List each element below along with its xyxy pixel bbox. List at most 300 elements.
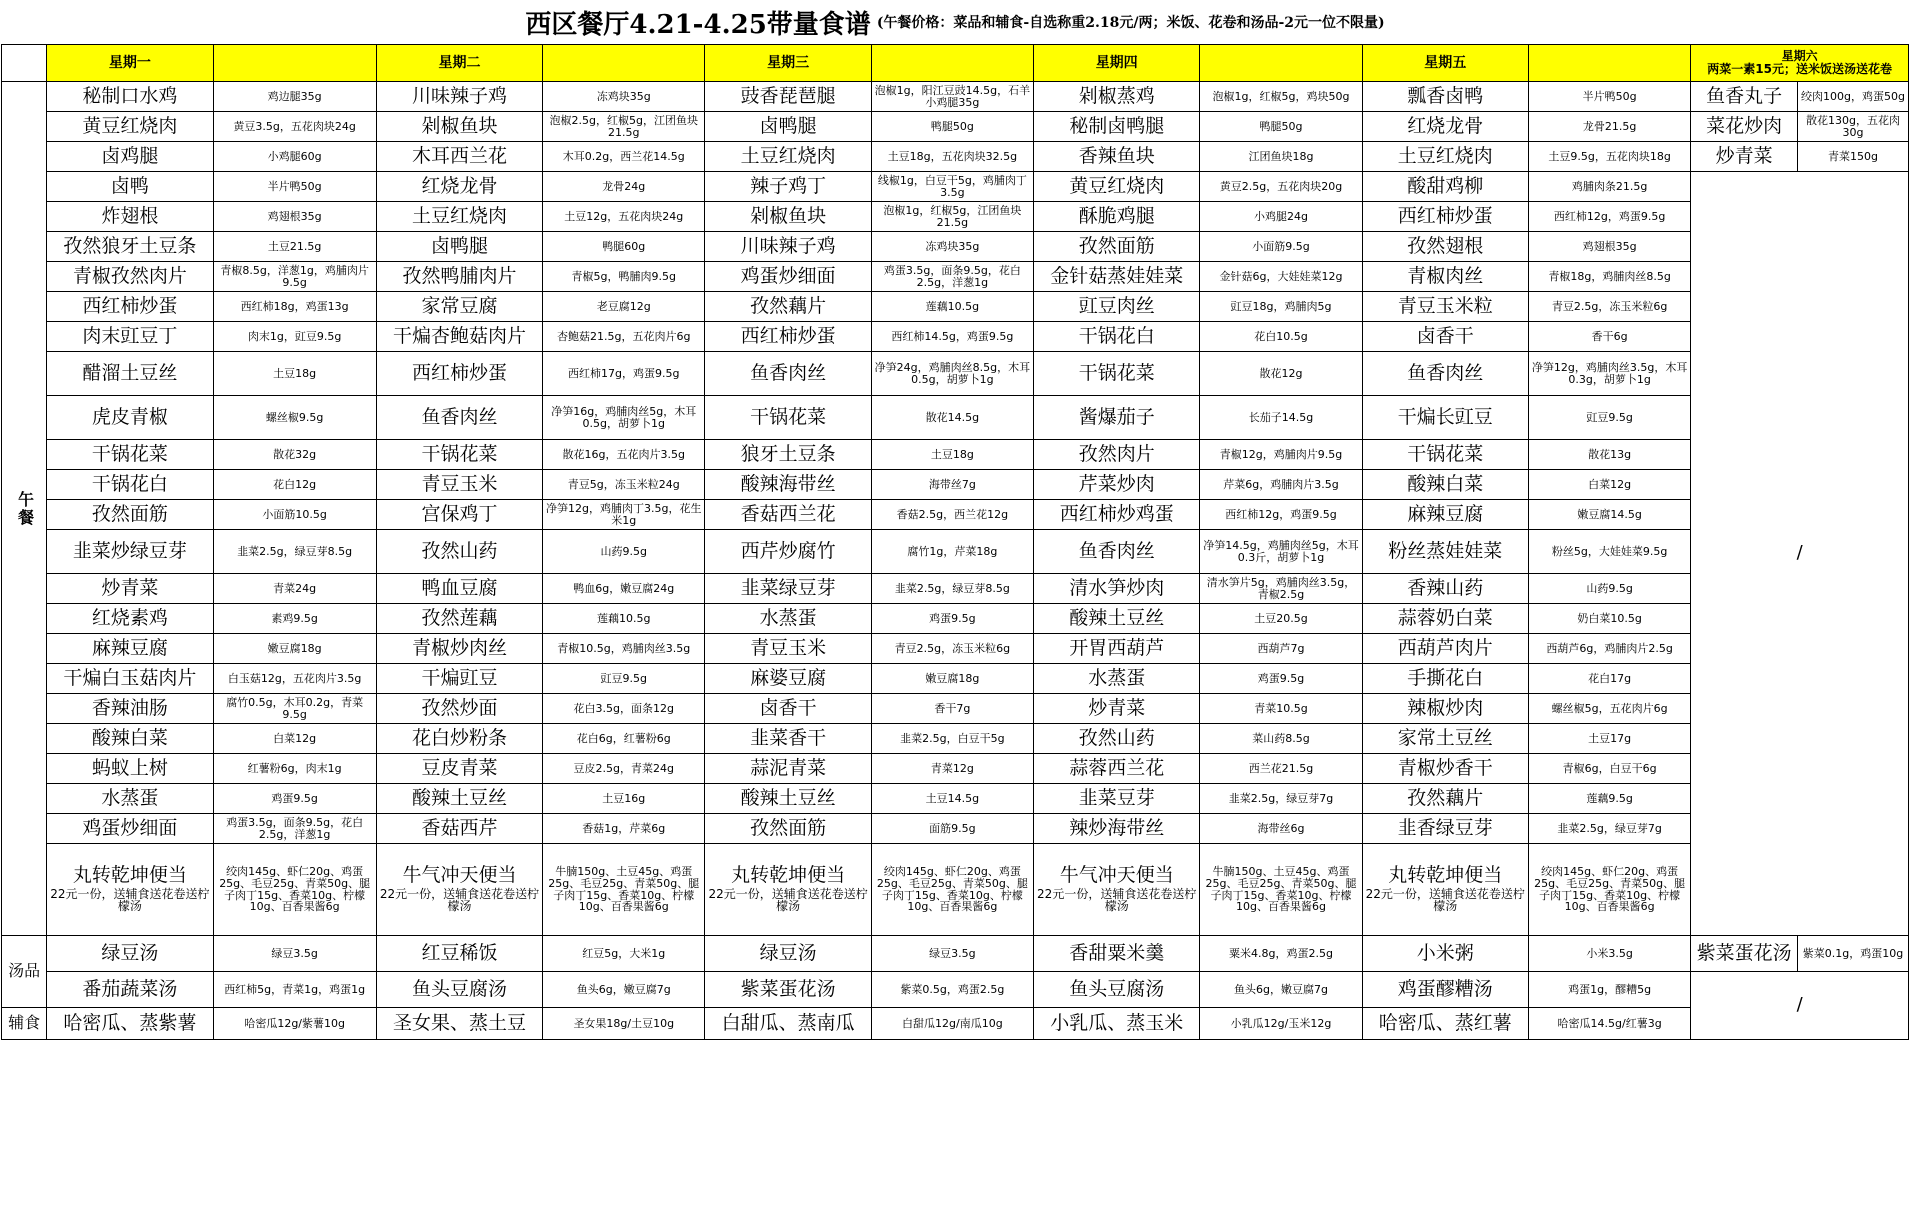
dish-ingredients: 黄豆2.5g，五花肉块20g (1200, 172, 1362, 202)
soup-name: 鱼头豆腐汤 (376, 972, 542, 1008)
dish-ingredients: 小鸡腿60g (213, 142, 376, 172)
dish-ingredients: 小面筋10.5g (213, 500, 376, 530)
side-ingredients: 哈密瓜14.5g/红薯3g (1528, 1008, 1690, 1040)
dish-name: 卤香干 (1362, 322, 1528, 352)
dish-ingredients: 韭菜2.5g，绿豆芽8.5g (213, 530, 376, 574)
combo-row (2, 844, 1909, 936)
bento-cell (705, 844, 871, 936)
dish-ingredients: 金针菇6g，大娃娃菜12g (1200, 262, 1362, 292)
lunch-row (2, 724, 1909, 754)
dish-ingredients: 花白6g，红薯粉6g (543, 724, 705, 754)
dish-name: 卤鸭 (47, 172, 213, 202)
dish-name: 酸辣白菜 (1362, 470, 1528, 500)
dish-ingredients: 肉末1g，豇豆9.5g (213, 322, 376, 352)
dish-name: 孜然炒面 (376, 694, 542, 724)
dish-ingredients: 冻鸡块35g (543, 82, 705, 112)
bento-name: 丸转乾坤便当 (731, 863, 846, 886)
lunch-row (2, 292, 1909, 322)
dish-ingredients: 杏鲍菇21.5g，五花肉片6g (543, 322, 705, 352)
section-label-soup: 汤品 (2, 936, 47, 1008)
dish-ingredients: 香菇1g，芹菜6g (543, 814, 705, 844)
dish-ingredients: 半片鸭50g (1528, 82, 1690, 112)
soup-name: 鸡蛋醪糟汤 (1362, 972, 1528, 1008)
dish-name: 土豆红烧肉 (376, 202, 542, 232)
dish-ingredients: 香菇2.5g，西兰花12g (871, 500, 1033, 530)
bento-cell (376, 844, 542, 936)
dish-name: 鱼香肉丝 (1034, 530, 1200, 574)
soup-name: 红豆稀饭 (376, 936, 542, 972)
bento-ingredients: 牛腩150g、土豆45g、鸡蛋25g、毛豆25g、青菜50g、腿子肉丁15g、香菜10g、柠檬10g、百香果酱6g (543, 844, 705, 936)
bento-description: 22元一份，送辅食送花卷送柠檬汤 (708, 886, 868, 914)
dish-name: 孜然山药 (1034, 724, 1200, 754)
day-header: 星期五 (1362, 45, 1528, 82)
title-bar (0, 0, 1910, 44)
dish-name: 酸辣土豆丝 (1034, 604, 1200, 634)
dish-name: 木耳西兰花 (376, 142, 542, 172)
dish-name: 干煸豇豆 (376, 664, 542, 694)
dish-ingredients: 青菜24g (213, 574, 376, 604)
soup-name: 绿豆汤 (705, 936, 871, 972)
dish-name: 土豆红烧肉 (705, 142, 871, 172)
side-ingredients: 哈密瓜12g/紫薯10g (213, 1008, 376, 1040)
dish-ingredients: 土豆18g (213, 352, 376, 396)
dish-name: 香辣山药 (1362, 574, 1528, 604)
dish-name: 麻婆豆腐 (705, 664, 871, 694)
dish-ingredients: 白菜12g (213, 724, 376, 754)
dish-ingredients: 土豆14.5g (871, 784, 1033, 814)
lunch-row (2, 530, 1909, 574)
dish-ingredients: 腐竹1g，芹菜18g (871, 530, 1033, 574)
soup-row (2, 936, 1909, 972)
dish-name: 酸辣土豆丝 (376, 784, 542, 814)
dish-name: 西芹炒腐竹 (705, 530, 871, 574)
dish-ingredients: 花白10.5g (1200, 322, 1362, 352)
soup-ingredients: 鸡蛋1g，醪糟5g (1528, 972, 1690, 1008)
dish-name: 豇豆肉丝 (1034, 292, 1200, 322)
dish-ingredients: 鸭腿50g (871, 112, 1033, 142)
dish-name: 水蒸蛋 (1034, 664, 1200, 694)
dish-ingredients: 嫩豆腐14.5g (1528, 500, 1690, 530)
dish-name: 辣子鸡丁 (705, 172, 871, 202)
dish-ingredients: 泡椒2.5g，红椒5g，江团鱼块21.5g (543, 112, 705, 142)
dish-ingredients: 青豆5g，冻玉米粒24g (543, 470, 705, 500)
dish-name: 虎皮青椒 (47, 396, 213, 440)
dish-name: 黄豆红烧肉 (1034, 172, 1200, 202)
lunch-row (2, 142, 1909, 172)
dish-ingredients: 土豆9.5g，五花肉块18g (1528, 142, 1690, 172)
bento-description: 22元一份，送辅食送花卷送柠檬汤 (1037, 886, 1197, 914)
dish-ingredients: 鸭腿60g (543, 232, 705, 262)
saturday-empty: / (1691, 172, 1909, 936)
lunch-row (2, 262, 1909, 292)
day-header-blank (543, 45, 705, 82)
dish-name: 卤香干 (705, 694, 871, 724)
lunch-row (2, 322, 1909, 352)
dish-ingredients: 净笋12g，鸡脯肉丝3.5g，木耳0.3g，胡萝卜1g (1528, 352, 1690, 396)
bento-description: 22元一份，送辅食送花卷送柠檬汤 (1365, 886, 1525, 914)
dish-name: 辣椒炒肉 (1362, 694, 1528, 724)
dish-ingredients: 韭菜2.5g，绿豆芽7g (1528, 814, 1690, 844)
dish-ingredients: 白玉菇12g，五花肉片3.5g (213, 664, 376, 694)
dish-name: 青椒炒肉丝 (376, 634, 542, 664)
dish-ingredients: 韭菜2.5g，绿豆芽7g (1200, 784, 1362, 814)
bento-ingredients: 绞肉145g、虾仁20g、鸡蛋25g、毛豆25g、青菜50g、腿子肉丁15g、香菜10g、柠檬10g、百香果酱6g (1528, 844, 1690, 936)
dish-name: 土豆红烧肉 (1362, 142, 1528, 172)
dish-ingredients: 土豆17g (1528, 724, 1690, 754)
dish-ingredients: 莲藕10.5g (543, 604, 705, 634)
dish-ingredients: 素鸡9.5g (213, 604, 376, 634)
dish-name: 香菇西芹 (376, 814, 542, 844)
dish-name: 孜然藕片 (705, 292, 871, 322)
bento-name: 牛气冲天便当 (402, 863, 517, 886)
dish-ingredients: 青椒12g，鸡脯肉片9.5g (1200, 440, 1362, 470)
saturday-note: 两菜一素15元；送米饭送汤送花卷 (1707, 62, 1892, 76)
soup-ingredients: 小米3.5g (1528, 936, 1690, 972)
price-note: (午餐价格：菜品和辅食-自选称重2.18元/两；米饭、花卷和汤品-2元一位不限量) (876, 15, 1385, 31)
soup-name: 鱼头豆腐汤 (1034, 972, 1200, 1008)
dish-name: 豉香琵琶腿 (705, 82, 871, 112)
section-label-lunch: 午餐 (2, 82, 47, 936)
dish-name: 剁椒鱼块 (705, 202, 871, 232)
dish-ingredients: 散花14.5g (871, 396, 1033, 440)
dish-name: 开胃西葫芦 (1034, 634, 1200, 664)
lunch-row (2, 694, 1909, 724)
dish-ingredients: 西红柿12g，鸡蛋9.5g (1528, 202, 1690, 232)
soup-ingredients: 绿豆3.5g (213, 936, 376, 972)
dish-name: 瓢香卤鸭 (1362, 82, 1528, 112)
dish-name: 西葫芦肉片 (1362, 634, 1528, 664)
dish-name: 鸭血豆腐 (376, 574, 542, 604)
dish-ingredients: 冻鸡块35g (871, 232, 1033, 262)
dish-ingredients: 土豆20.5g (1200, 604, 1362, 634)
side-name: 哈密瓜、蒸红薯 (1362, 1008, 1528, 1040)
dish-ingredients: 鸡蛋9.5g (1200, 664, 1362, 694)
dish-name: 干锅花菜 (705, 396, 871, 440)
dish-ingredients: 青椒6g，白豆干6g (1528, 754, 1690, 784)
dish-name: 炒青菜 (47, 574, 213, 604)
dish-name: 干煸杏鲍菇肉片 (376, 322, 542, 352)
dish-ingredients: 芹菜6g，鸡脯肉片3.5g (1200, 470, 1362, 500)
bento-name: 丸转乾坤便当 (72, 863, 187, 886)
dish-name: 青豆玉米粒 (1362, 292, 1528, 322)
day-header: 星期二 (376, 45, 542, 82)
dish-ingredients: 鸭腿50g (1200, 112, 1362, 142)
dish-ingredients: 花白3.5g，面条12g (543, 694, 705, 724)
header-row (2, 45, 1909, 82)
dish-name: 家常土豆丝 (1362, 724, 1528, 754)
dish-ingredients: 长茄子14.5g (1200, 396, 1362, 440)
soup-name: 紫菜蛋花汤 (705, 972, 871, 1008)
dish-name: 清水笋炒肉 (1034, 574, 1200, 604)
lunch-row (2, 784, 1909, 814)
dish-ingredients: 龙骨24g (543, 172, 705, 202)
dish-name: 西红柿炒蛋 (705, 322, 871, 352)
dish-name: 花白炒粉条 (376, 724, 542, 754)
dish-ingredients: 半片鸭50g (213, 172, 376, 202)
side-name: 哈密瓜、蒸紫薯 (47, 1008, 213, 1040)
saturday-dish-name: 鱼香丸子 (1691, 82, 1798, 112)
dish-name: 芹菜炒肉 (1034, 470, 1200, 500)
header-corner (2, 45, 47, 82)
dish-name: 韭菜豆芽 (1034, 784, 1200, 814)
soup-name: 绿豆汤 (47, 936, 213, 972)
dish-name: 孜然面筋 (47, 500, 213, 530)
dish-name: 黄豆红烧肉 (47, 112, 213, 142)
dish-ingredients: 香干7g (871, 694, 1033, 724)
dish-name: 孜然鸭脯肉片 (376, 262, 542, 292)
dish-name: 酸辣海带丝 (705, 470, 871, 500)
dish-name: 水蒸蛋 (705, 604, 871, 634)
dish-ingredients: 面筋9.5g (871, 814, 1033, 844)
dish-ingredients: 土豆16g (543, 784, 705, 814)
dish-name: 醋溜土豆丝 (47, 352, 213, 396)
dish-name: 干煸长豇豆 (1362, 396, 1528, 440)
dish-ingredients: 豇豆9.5g (543, 664, 705, 694)
soup-ingredients: 红豆5g，大米1g (543, 936, 705, 972)
dish-name: 酸甜鸡柳 (1362, 172, 1528, 202)
dish-ingredients: 韭菜2.5g，绿豆芽8.5g (871, 574, 1033, 604)
dish-name: 蒜泥青菜 (705, 754, 871, 784)
dish-name: 辣炒海带丝 (1034, 814, 1200, 844)
dish-ingredients: 清水笋片5g，鸡脯肉丝3.5g，青椒2.5g (1200, 574, 1362, 604)
dish-ingredients: 粉丝5g，大娃娃菜9.5g (1528, 530, 1690, 574)
dish-ingredients: 鸡翅根35g (213, 202, 376, 232)
lunch-row (2, 470, 1909, 500)
dish-ingredients: 净笋24g，鸡脯肉丝8.5g，木耳0.5g，胡萝卜1g (871, 352, 1033, 396)
dish-name: 肉末豇豆丁 (47, 322, 213, 352)
dish-ingredients: 菜山药8.5g (1200, 724, 1362, 754)
bento-name: 丸转乾坤便当 (1388, 863, 1503, 886)
lunch-row (2, 814, 1909, 844)
side-name: 圣女果、蒸土豆 (376, 1008, 542, 1040)
dish-ingredients: 红薯粉6g，肉末1g (213, 754, 376, 784)
page-title: 西区餐厅4.21-4.25带量食谱 (525, 9, 871, 40)
dish-name: 红烧素鸡 (47, 604, 213, 634)
dish-name: 秘制口水鸡 (47, 82, 213, 112)
lunch-row (2, 754, 1909, 784)
soup-ingredients: 西红柿5g，青菜1g，鸡蛋1g (213, 972, 376, 1008)
dish-name: 宫保鸡丁 (376, 500, 542, 530)
dish-ingredients: 西红柿12g，鸡蛋9.5g (1200, 500, 1362, 530)
dish-name: 干锅花菜 (376, 440, 542, 470)
saturday-empty: / (1691, 972, 1909, 1040)
side-name: 小乳瓜、蒸玉米 (1034, 1008, 1200, 1040)
dish-name: 卤鸭腿 (705, 112, 871, 142)
bento-cell (1034, 844, 1200, 936)
dish-name: 孜然山药 (376, 530, 542, 574)
dish-name: 秘制卤鸭腿 (1034, 112, 1200, 142)
dish-name: 麻辣豆腐 (1362, 500, 1528, 530)
dish-name: 鸡蛋炒细面 (47, 814, 213, 844)
soup-name: 小米粥 (1362, 936, 1528, 972)
bento-cell (1362, 844, 1528, 936)
dish-ingredients: 木耳0.2g，西兰花14.5g (543, 142, 705, 172)
dish-name: 青椒孜然肉片 (47, 262, 213, 292)
dish-ingredients: 青椒5g，鸭脯肉9.5g (543, 262, 705, 292)
dish-ingredients: 青椒18g，鸡脯肉丝8.5g (1528, 262, 1690, 292)
dish-name: 剁椒蒸鸡 (1034, 82, 1200, 112)
dish-name: 香辣油肠 (47, 694, 213, 724)
bento-ingredients: 绞肉145g、虾仁20g、鸡蛋25g、毛豆25g、青菜50g、腿子肉丁15g、香菜10g、柠檬10g、百香果酱6g (213, 844, 376, 936)
soup-ingredients: 紫菜0.5g，鸡蛋2.5g (871, 972, 1033, 1008)
dish-name: 孜然面筋 (705, 814, 871, 844)
dish-name: 鱼香肉丝 (376, 396, 542, 440)
day-header-blank (1528, 45, 1690, 82)
dish-ingredients: 嫩豆腐18g (871, 664, 1033, 694)
dish-ingredients: 香干6g (1528, 322, 1690, 352)
dish-ingredients: 鸡蛋3.5g，面条9.5g，花白2.5g，洋葱1g (213, 814, 376, 844)
dish-ingredients: 西红柿14.5g，鸡蛋9.5g (871, 322, 1033, 352)
dish-ingredients: 江团鱼块18g (1200, 142, 1362, 172)
dish-ingredients: 黄豆3.5g，五花肉块24g (213, 112, 376, 142)
day-header-blank (1200, 45, 1362, 82)
dish-ingredients: 青豆2.5g，冻玉米粒6g (1528, 292, 1690, 322)
dish-name: 卤鸡腿 (47, 142, 213, 172)
dish-name: 干锅花菜 (47, 440, 213, 470)
dish-ingredients: 泡椒1g，阳江豆豉14.5g，石羊小鸡腿35g (871, 82, 1033, 112)
side-ingredients: 小乳瓜12g/玉米12g (1200, 1008, 1362, 1040)
saturday-dish-ingredients: 散花130g，五花肉30g (1798, 112, 1909, 142)
lunch-row (2, 604, 1909, 634)
dish-ingredients: 老豆腐12g (543, 292, 705, 322)
dish-name: 韭菜绿豆芽 (705, 574, 871, 604)
lunch-row (2, 172, 1909, 202)
dish-ingredients: 海带丝6g (1200, 814, 1362, 844)
dish-name: 金针菇蒸娃娃菜 (1034, 262, 1200, 292)
dish-name: 孜然翅根 (1362, 232, 1528, 262)
dish-name: 干锅花白 (1034, 322, 1200, 352)
saturday-dish-ingredients: 绞肉100g，鸡蛋50g (1798, 82, 1909, 112)
dish-name: 西红柿炒鸡蛋 (1034, 500, 1200, 530)
dish-ingredients: 韭菜2.5g，白豆干5g (871, 724, 1033, 754)
dish-ingredients: 豇豆18g，鸡脯肉5g (1200, 292, 1362, 322)
dish-name: 韭香绿豆芽 (1362, 814, 1528, 844)
lunch-row (2, 664, 1909, 694)
dish-name: 粉丝蒸娃娃菜 (1362, 530, 1528, 574)
dish-name: 香辣鱼块 (1034, 142, 1200, 172)
dish-name: 川味辣子鸡 (376, 82, 542, 112)
dish-ingredients: 鸡蛋3.5g，面条9.5g，花白2.5g，洋葱1g (871, 262, 1033, 292)
dish-name: 西红柿炒蛋 (47, 292, 213, 322)
dish-ingredients: 西红柿17g，鸡蛋9.5g (543, 352, 705, 396)
dish-ingredients: 山药9.5g (543, 530, 705, 574)
dish-name: 鱼香肉丝 (1362, 352, 1528, 396)
dish-ingredients: 西葫芦6g，鸡脯肉片2.5g (1528, 634, 1690, 664)
dish-name: 手撕花白 (1362, 664, 1528, 694)
saturday-header (1691, 45, 1909, 82)
lunch-row (2, 352, 1909, 396)
dish-ingredients: 鸡脯肉条21.5g (1528, 172, 1690, 202)
dish-name: 鸡蛋炒细面 (705, 262, 871, 292)
day-header-blank (213, 45, 376, 82)
lunch-row (2, 500, 1909, 530)
lunch-row (2, 202, 1909, 232)
dish-name: 狼牙土豆条 (705, 440, 871, 470)
dish-ingredients: 西葫芦7g (1200, 634, 1362, 664)
dish-name: 卤鸭腿 (376, 232, 542, 262)
dish-ingredients: 土豆12g，五花肉块24g (543, 202, 705, 232)
menu-table (1, 44, 1909, 1040)
dish-ingredients: 西红柿18g，鸡蛋13g (213, 292, 376, 322)
dish-ingredients: 净笋14.5g，鸡脯肉丝5g，木耳0.3斤，胡萝卜1g (1200, 530, 1362, 574)
lunch-row (2, 396, 1909, 440)
dish-name: 香菇西兰花 (705, 500, 871, 530)
lunch-row (2, 440, 1909, 470)
dish-name: 韭菜炒绿豆芽 (47, 530, 213, 574)
dish-name: 红烧龙骨 (376, 172, 542, 202)
dish-ingredients: 莲藕9.5g (1528, 784, 1690, 814)
dish-ingredients: 螺丝椒9.5g (213, 396, 376, 440)
soup-ingredients: 鱼头6g，嫩豆腐7g (543, 972, 705, 1008)
dish-ingredients: 白菜12g (1528, 470, 1690, 500)
dish-ingredients: 土豆21.5g (213, 232, 376, 262)
dish-ingredients: 青豆2.5g，冻玉米粒6g (871, 634, 1033, 664)
dish-name: 酱爆茄子 (1034, 396, 1200, 440)
dish-ingredients: 线椒1g，白豆干5g，鸡脯肉丁3.5g (871, 172, 1033, 202)
dish-ingredients: 鸡蛋9.5g (871, 604, 1033, 634)
dish-name: 蒜蓉奶白菜 (1362, 604, 1528, 634)
dish-name: 西红柿炒蛋 (376, 352, 542, 396)
dish-ingredients: 鸭血6g，嫩豆腐24g (543, 574, 705, 604)
dish-ingredients: 青椒10.5g，鸡脯肉丝3.5g (543, 634, 705, 664)
saturday-soup-ingredients: 紫菜0.1g，鸡蛋10g (1798, 936, 1909, 972)
dish-name: 炸翅根 (47, 202, 213, 232)
dish-ingredients: 青菜12g (871, 754, 1033, 784)
lunch-row (2, 82, 1909, 112)
dish-name: 酸辣白菜 (47, 724, 213, 754)
soup-name: 番茄蔬菜汤 (47, 972, 213, 1008)
lunch-row (2, 574, 1909, 604)
lunch-row (2, 232, 1909, 262)
lunch-row (2, 634, 1909, 664)
saturday-dish-name: 炒青菜 (1691, 142, 1798, 172)
dish-ingredients: 山药9.5g (1528, 574, 1690, 604)
day-header-blank (871, 45, 1033, 82)
dish-ingredients: 散花32g (213, 440, 376, 470)
dish-name: 干锅花白 (47, 470, 213, 500)
dish-name: 青椒肉丝 (1362, 262, 1528, 292)
dish-name: 孜然面筋 (1034, 232, 1200, 262)
saturday-dish-name: 菜花炒肉 (1691, 112, 1798, 142)
section-label-side: 辅食 (2, 1008, 47, 1040)
saturday-soup-name: 紫菜蛋花汤 (1691, 936, 1798, 972)
dish-ingredients: 鸡翅根35g (1528, 232, 1690, 262)
bento-name: 牛气冲天便当 (1059, 863, 1174, 886)
dish-ingredients: 豆皮2.5g，青菜24g (543, 754, 705, 784)
dish-name: 鱼香肉丝 (705, 352, 871, 396)
day-header: 星期三 (705, 45, 871, 82)
dish-ingredients: 散花13g (1528, 440, 1690, 470)
dish-name: 韭菜香干 (705, 724, 871, 754)
dish-ingredients: 鸡蛋9.5g (213, 784, 376, 814)
soup-ingredients: 鱼头6g，嫩豆腐7g (1200, 972, 1362, 1008)
dish-ingredients: 净笋12g，鸡脯肉丁3.5g，花生米1g (543, 500, 705, 530)
dish-name: 青豆玉米 (376, 470, 542, 500)
dish-ingredients: 鸡边腿35g (213, 82, 376, 112)
dish-name: 蒜蓉西兰花 (1034, 754, 1200, 784)
dish-ingredients: 花白17g (1528, 664, 1690, 694)
dish-name: 蚂蚁上树 (47, 754, 213, 784)
saturday-label: 星期六 (1781, 48, 1818, 63)
dish-ingredients: 散花12g (1200, 352, 1362, 396)
dish-ingredients: 花白12g (213, 470, 376, 500)
dish-ingredients: 土豆18g (871, 440, 1033, 470)
dish-name: 青椒炒香干 (1362, 754, 1528, 784)
dish-ingredients: 龙骨21.5g (1528, 112, 1690, 142)
dish-ingredients: 青椒8.5g，洋葱1g，鸡脯肉片9.5g (213, 262, 376, 292)
dish-name: 豆皮青菜 (376, 754, 542, 784)
dish-name: 孜然藕片 (1362, 784, 1528, 814)
